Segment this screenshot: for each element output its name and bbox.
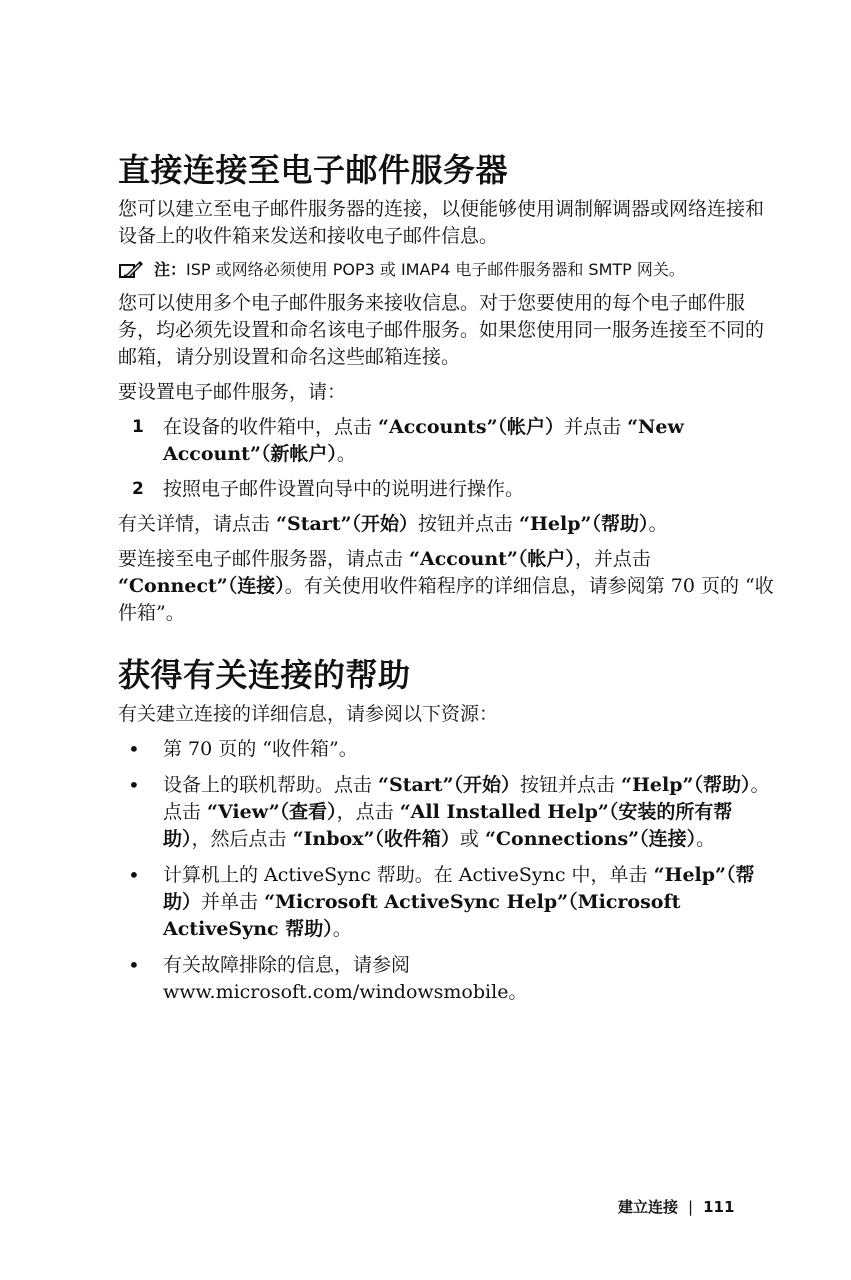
section1-para3: 要设置电子邮件服务，请： — [118, 381, 347, 403]
bullet-text: 设备上的联机帮助。点击 “Start”（开始）按钮并点击 “Help”（帮助）。点击 “View”（查看），点击 “All Installed Help”（安装的所有帮助），然后点击 “Inbox”（收件箱）或 “Connections”（连接）。 — [163, 774, 770, 850]
setup-steps-list — [118, 414, 778, 503]
section1-para5: 要连接至电子邮件服务器，请点击 “Account”（帐户），并点击 “Connect”（连接）。有关使用收件箱程序的详细信息，请参阅第 70 页的 “收件箱”。 — [118, 548, 774, 624]
note-label: 注： — [154, 260, 187, 279]
start-button-ref: “Start”（开始） — [276, 513, 418, 535]
step-text: 按照电子邮件设置向导中的说明进行操作。 — [163, 478, 525, 500]
section2-intro: 有关建立连接的详细信息，请参阅以下资源： — [118, 703, 499, 725]
bullet-text: 有关故障排除的信息，请参阅 www.microsoft.com/windowsmobile。 — [163, 954, 528, 1003]
document-page — [118, 150, 778, 1015]
list-item — [128, 952, 778, 1006]
footer-chapter: 建立连接 — [618, 1198, 679, 1216]
step-text: 在设备的收件箱中，点击 “Accounts”（帐户）并点击 “New Account”（新帐户）。 — [163, 416, 684, 465]
list-item — [132, 414, 778, 468]
section-title-direct-connect: 直接连接至电子邮件服务器 — [118, 151, 509, 189]
help-menu-ref: “Help”（帮助） — [519, 513, 649, 535]
bullet-icon: • — [128, 953, 140, 977]
account-menu-ref: “Account”（帐户） — [409, 548, 575, 570]
new-account-menu-ref: “New Account”（新帐户） — [163, 416, 684, 465]
section1-intro: 您可以建立至电子邮件服务器的连接，以便能够使用调制解调器或网络连接和设备上的收件箱来发送和接收电子邮件信息。 — [118, 198, 765, 247]
help-resources-list — [118, 736, 778, 1006]
connect-menu-ref: “Connect”（连接） — [118, 575, 285, 597]
page-footer — [618, 1196, 734, 1217]
section1-para4: 有关详情，请点击 “Start”（开始）按钮并点击 “Help”（帮助）。 — [118, 513, 668, 535]
footer-separator: | — [688, 1198, 694, 1216]
accounts-menu-ref: “Accounts”（帐户） — [378, 416, 565, 438]
bullet-icon: • — [128, 863, 140, 887]
step-number: 2 — [132, 479, 144, 499]
step-number: 1 — [132, 417, 144, 437]
section1-para2: 您可以使用多个电子邮件服务来接收信息。对于您要使用的每个电子邮件服务，均必须先设置和命名该电子邮件服务。如果您使用同一服务连接至不同的邮箱，请分别设置和命名这些邮箱连接。 — [118, 292, 765, 368]
page-number: 111 — [703, 1198, 735, 1216]
list-item — [132, 476, 778, 503]
bullet-icon: • — [128, 737, 140, 761]
list-item — [128, 862, 778, 943]
note-text: ISP 或网络必须使用 POP3 或 IMAP4 电子邮件服务器和 SMTP 网关。 — [186, 260, 685, 279]
section-title-connection-help: 获得有关连接的帮助 — [118, 656, 411, 694]
bullet-text: 计算机上的 ActiveSync 帮助。在 ActiveSync 中，单击 “Help”（帮助）并单击 “Microsoft ActiveSync Help”（Microsoft ActiveSync 帮助）。 — [163, 864, 755, 940]
bullet-icon: • — [128, 773, 140, 797]
list-item — [128, 736, 778, 763]
note-block — [118, 258, 778, 282]
bullet-text: 第 70 页的 “收件箱”。 — [163, 738, 358, 760]
pencil-note-icon — [118, 260, 144, 280]
note-content — [154, 258, 685, 282]
list-item — [128, 772, 778, 853]
